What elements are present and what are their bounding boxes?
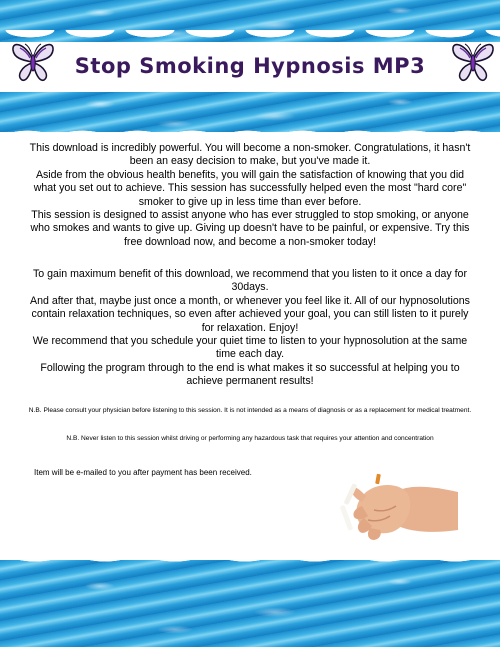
email-delivery-notice: Item will be e-mailed to you after payment has been received. bbox=[34, 468, 252, 477]
body-paragraph: This session is designed to assist anyone who has ever struggled to stop smoking, or anyone who smokes and wants to give up. Giving up doesn't have to be painful, or expensive. Try this free download now, and become a non-smoker today! bbox=[30, 209, 470, 248]
hand-breaking-cigarette-image bbox=[304, 450, 458, 550]
body-paragraph: To gain maximum benefit of this download, we recommend that you listen to it once a day for 30days. bbox=[33, 268, 467, 294]
body-paragraph: We recommend that you schedule your quiet time to listen to your hypnosolution at the same time each day. bbox=[32, 335, 468, 361]
disclaimer-driving: N.B. Never listen to this session whilst driving or performing any hazardous task that requires your attention and concentration bbox=[66, 435, 434, 442]
body-paragraph: This download is incredibly powerful. You will become a non-smoker. Congratulations, it hasn't been an easy decision to make, but you've made it. bbox=[29, 142, 471, 168]
intro-section bbox=[28, 142, 472, 249]
body-paragraph: Following the program through to the end is what makes it so successful at helping you to achieve permanent results! bbox=[40, 361, 460, 388]
disclaimer-medical: N.B. Please consult your physician before listening to this session. It is not intended as a means of diagnosis or as a replacement for medical treatment. bbox=[28, 407, 472, 414]
body-paragraph: Aside from the obvious health benefits, you will gain the satisfaction of knowing that you did what you set out to achieve. This session has successfully helped even the most "hard core" smoker to give up in less time than ever before. bbox=[33, 168, 467, 208]
water-banner-bottom bbox=[0, 560, 500, 647]
page-title: Stop Smoking Hypnosis MP3 bbox=[74, 54, 426, 78]
wave-edge bbox=[0, 124, 500, 138]
body-paragraph: And after that, maybe just once a month, or whenever you feel like it. All of our hypnosolutions contain relaxation techniques, so even after achieved your goal, you can still listen to it purely for relaxation. Enjoy! bbox=[30, 294, 470, 334]
wave-edge bbox=[0, 553, 500, 573]
wave-edge bbox=[0, 30, 500, 48]
usage-section bbox=[28, 268, 472, 389]
